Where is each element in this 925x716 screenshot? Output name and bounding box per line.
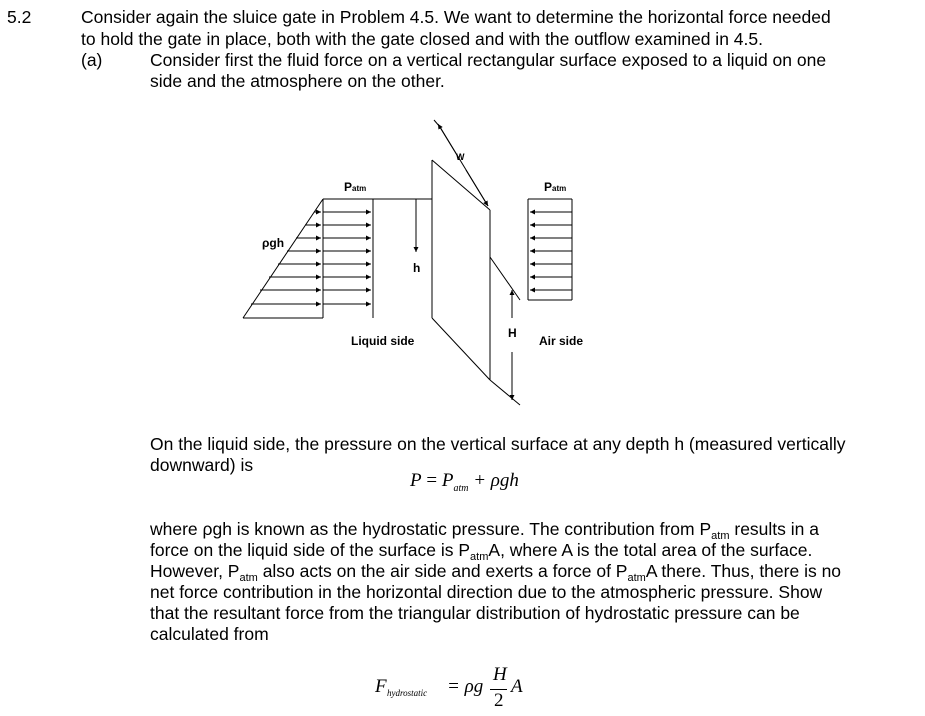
para2-line-6: calculated from xyxy=(150,624,269,644)
liquid-side-pressure-arrows xyxy=(251,212,371,304)
part-line-1: Consider first the fluid force on a vertical rectangular surface exposed to a liquid on one xyxy=(150,50,827,70)
width-w-dimension xyxy=(434,120,488,206)
H-label: H xyxy=(508,326,517,340)
para2-line-1: where ρgh is known as the hydrostatic pressure. The contribution from $P_{atm}$ results in a xyxy=(150,519,819,542)
problem-number: 5.2 xyxy=(7,7,32,27)
depth-h-arrow xyxy=(373,199,432,252)
patm-right-label: Patm xyxy=(544,180,567,194)
para2-line-3: However, $P_{atm}$ also acts on the air side and exerts a force of $P_{atm}A$ there. Thus, there is no xyxy=(150,561,842,584)
para2-line-2: force on the liquid side of the surface is $P_{atm}A$, where A is the total area of the surface. xyxy=(150,540,813,563)
intro-line-2: to hold the gate in place, both with the gate closed and with the outflow examined in 4.5. xyxy=(81,29,763,49)
rho-gh-label: ρgh xyxy=(262,236,285,250)
para1-line-2: downward) is xyxy=(150,455,254,475)
pressure-equation: $P = P_{atm} + \rho gh$ xyxy=(410,470,519,494)
gate xyxy=(432,160,490,380)
intro-line-1: Consider again the sluice gate in Problem 4.5. We want to determine the horizontal force needed xyxy=(81,7,831,27)
para2-line-5: that the resultant force from the triangular distribution of hydrostatic pressure can be xyxy=(150,603,800,623)
air-side-label: Air side xyxy=(539,334,584,348)
h-label: h xyxy=(413,261,421,275)
part-line-2: side and the atmosphere on the other. xyxy=(150,71,445,91)
liquid-side-pressure-distribution xyxy=(243,199,373,318)
hydrostatic-force-equation: F hydrostatic = ρg H 2 A xyxy=(375,664,523,711)
para2-line-4: net force contribution in the horizontal direction due to the atmospheric pressure. Show xyxy=(150,582,823,602)
part-label: (a) xyxy=(81,50,103,70)
patm-left-label: Patm xyxy=(344,180,367,194)
para1-line-1: On the liquid side, the pressure on the vertical surface at any depth h (measured vertically xyxy=(150,434,846,454)
air-side-pressure-arrows xyxy=(530,212,572,290)
air-side-pressure-distribution xyxy=(528,199,572,300)
w-label: W xyxy=(456,152,465,162)
liquid-side-label: Liquid side xyxy=(351,334,415,348)
